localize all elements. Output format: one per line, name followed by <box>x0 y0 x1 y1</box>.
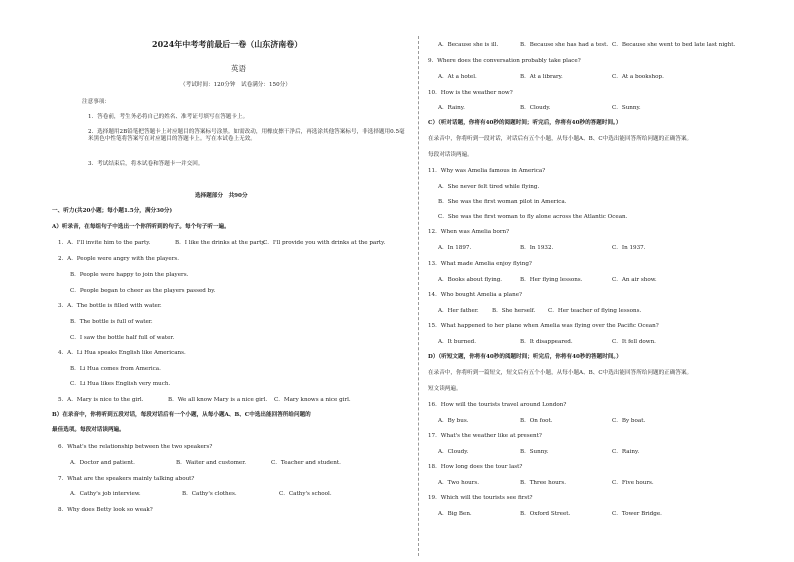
question-9: 9．Where does the conversation probably take place? <box>428 58 581 64</box>
part-c-instruction: C）（听对话题，你将有40秒的阅题时间；听完后，你将有40秒的答题时间。） <box>428 120 622 126</box>
listening-part-title: 一、听力(共20小题；每小题1.5分，满分30分) <box>52 208 173 214</box>
question-6: 6．What's the relationship between the two speakers? <box>58 444 213 450</box>
question-7-option-b: B．Cathy's clothes. <box>182 491 237 497</box>
question-13: 13．What made Amelia enjoy flying? <box>428 261 532 267</box>
part-b-instruction-line1: B）在录音中，你将听到五段对话，每段对话后有一个小题，从每小题A、B、C中选出能回答所给问题的 <box>52 412 311 418</box>
question-12-option-a: A．In 1897. <box>438 245 472 251</box>
question-1-option-c: C．I'll provide you with drinks at the party. <box>263 240 386 246</box>
question-18-option-c: C．Five hours. <box>612 480 654 486</box>
question-11-option-c: C．She was the first woman to fly alone across the Atlantic Ocean. <box>438 214 628 220</box>
question-8-option-c: C．Because she went to bed late last night. <box>612 42 736 48</box>
question-16: 16．How will the tourists travel around London? <box>428 402 567 408</box>
question-19: 19．Which will the tourists see first? <box>428 495 533 501</box>
question-9-option-b: B．At a library. <box>520 74 563 80</box>
question-8-option-a: A．Because she is ill. <box>438 42 499 48</box>
column-divider <box>418 36 419 556</box>
part-a-instruction: A）听录音，在每组句子中选出一个你所听到的句子。每个句子听一遍。 <box>52 224 230 230</box>
question-17-option-b: B．Sunny. <box>520 449 549 455</box>
question-4-option-c: C．Li Hua likes English very much. <box>70 381 171 387</box>
question-15: 15．What happened to her plane when Amelia was flying over the Pacific Ocean? <box>428 323 659 329</box>
question-1: 1．A．I'll invite him to the party. <box>58 240 151 246</box>
question-14-option-c: C．Her teacher of flying lessons. <box>548 308 642 314</box>
question-11-option-b: B．She was the first woman pilot in America. <box>438 199 567 205</box>
question-11-option-a: A．She never felt tired while flying. <box>438 184 540 190</box>
question-10-option-a: A．Rainy. <box>438 105 465 111</box>
question-16-option-c: C．By boat. <box>612 418 646 424</box>
question-16-option-a: A．By bus. <box>438 418 469 424</box>
notes-heading: 注意事项： <box>82 99 110 105</box>
question-14-option-a: A．Her father. <box>438 308 479 314</box>
note-item-1: 1．答卷前，考生务必将自己的姓名、准考证号填写在答题卡上。 <box>88 114 249 120</box>
question-12-option-b: B．In 1932. <box>520 245 554 251</box>
question-17-option-c: C．Rainy. <box>612 449 640 455</box>
part-d-body-line2: 短文读两遍。 <box>428 386 462 392</box>
question-14: 14．Who bought Amelia a plane? <box>428 292 523 298</box>
question-2: 2．A．People were angry with the players. <box>58 256 180 262</box>
question-1-option-b: B．I like the drinks at the party. <box>175 240 266 246</box>
question-5-option-a: 5．A．Mary is nice to the girl. <box>58 397 144 403</box>
question-16-option-b: B．On foot. <box>520 418 553 424</box>
question-7: 7．What are the speakers mainly talking about? <box>58 476 195 482</box>
question-15-option-c: C．It fell down. <box>612 339 656 345</box>
part-b-instruction-line2: 最佳选项。每段对话读两遍。 <box>52 427 125 433</box>
question-17: 17．What's the weather like at present? <box>428 433 542 439</box>
question-4: 4．A．Li Hua speaks English like Americans. <box>58 350 186 356</box>
subject-title: 英语 <box>231 64 246 73</box>
note-item-3: 3．考试结束后，将本试卷和答题卡一并交回。 <box>88 161 204 167</box>
question-15-option-a: A．It burned. <box>438 339 476 345</box>
question-6-option-b: B．Waiter and customer. <box>176 460 247 466</box>
part-d-instruction: D）（听短文题，你将有40秒的阅题时间；听完后，你将有40秒的答题时间。） <box>428 354 622 360</box>
note-item-2: 2．选择题用2B铅笔把答题卡上对应题目的答案标号涂黑。如需改动，用橡皮擦干净后，再选涂其他答案标号，非选择题用0.5毫米黑色中性笔将答案写在对应题目的答题卡上。写在本试卷上无效。 <box>88 129 405 142</box>
question-13-option-b: B．Her flying lessons. <box>520 277 583 283</box>
question-3: 3．A．The bottle is filled with water. <box>58 303 162 309</box>
question-9-option-a: A．At a hotel. <box>438 74 477 80</box>
question-7-option-c: C．Cathy's school. <box>279 491 332 497</box>
part-d-body-line1: 在录音中，你将听到一篇短文，短文后有五个小题，从每小题A、B、C中选出能回答所给问题的正确答案。 <box>428 370 693 376</box>
question-10: 10．How is the weather now? <box>428 90 513 96</box>
question-7-option-a: A．Cathy's job interview. <box>70 491 141 497</box>
question-13-option-c: C．An air show. <box>612 277 657 283</box>
question-3-option-b: B．The bottle is full of water. <box>70 319 153 325</box>
exam-title: 2024年中考考前最后一卷（山东济南卷） <box>152 39 303 49</box>
question-5-option-b: B．We all know Mary is a nice girl. <box>168 397 268 403</box>
question-5-option-c: C．Mary knows a nice girl. <box>274 397 351 403</box>
part-c-body-line1: 在录音中，你将听到一段对话，对话后有五个小题，从每小题A、B、C中选出能回答所给问题的正确答案。 <box>428 136 693 142</box>
question-17-option-a: A．Cloudy. <box>438 449 469 455</box>
question-10-option-b: B．Cloudy. <box>520 105 551 111</box>
question-4-option-b: B．Li Hua comes from America. <box>70 366 161 372</box>
question-9-option-c: C．At a bookshop. <box>612 74 664 80</box>
question-8-option-b: B．Because she has had a test. <box>520 42 609 48</box>
question-19-option-c: C．Tower Bridge. <box>612 511 662 517</box>
question-19-option-a: A．Big Ben. <box>438 511 472 517</box>
question-18-option-b: B．Three hours. <box>520 480 567 486</box>
section-title: 选择题部分 共90分 <box>195 193 248 199</box>
question-12: 12．When was Amelia born? <box>428 229 510 235</box>
part-c-body-line2: 每段对话读两遍。 <box>428 152 473 158</box>
question-12-option-c: C．In 1937. <box>612 245 646 251</box>
question-15-option-b: B．It disappeared. <box>520 339 573 345</box>
question-18-option-a: A．Two hours. <box>438 480 479 486</box>
question-3-option-c: C．I saw the bottle half full of water. <box>70 335 175 341</box>
question-19-option-b: B．Oxford Street. <box>520 511 571 517</box>
question-14-option-b: B．She herself. <box>492 308 536 314</box>
question-13-option-a: A．Books about flying. <box>438 277 503 283</box>
question-2-option-c: C．People began to cheer as the players passed by. <box>70 288 216 294</box>
question-6-option-a: A．Doctor and patient. <box>70 460 135 466</box>
question-11: 11．Why was Amelia famous in America? <box>428 168 546 174</box>
question-2-option-b: B．People were happy to join the players. <box>70 272 189 278</box>
question-10-option-c: C．Sunny. <box>612 105 641 111</box>
question-8: 8．Why does Betty look so weak? <box>58 507 153 513</box>
question-18: 18．How long does the tour last? <box>428 464 523 470</box>
exam-info: （考试时间：120分钟 试卷满分：150分） <box>180 82 291 88</box>
question-6-option-c: C．Teacher and student. <box>271 460 341 466</box>
